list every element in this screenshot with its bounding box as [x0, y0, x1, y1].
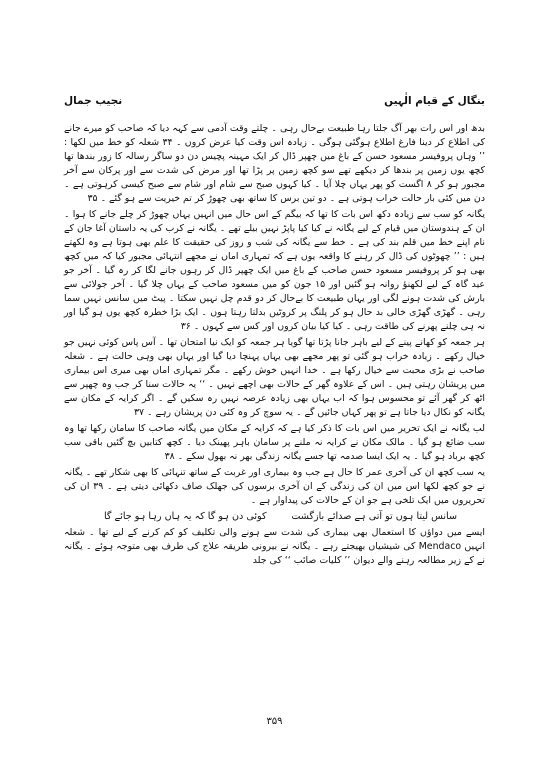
paragraph: یہ سب کچھ ان کی آخری عمر کا حال ہے جب وہ بیماری اور غربت کے ساتھ تنہائی کا بھی شکار تھے ۔ یگانہ نے جو کچھ لکھا اس میں ان کی زندگی کے ان آخری برسوں کی جھلک صاف دکھائی دیتی ہے ۔ ۳۹ ان کی تحریروں میں ایک تلخی ہے جو ان کے حالات کی پیداوار ہے ۔ — [64, 467, 486, 506]
latin-medicine-name: Mendaco — [418, 541, 462, 552]
verse-couplet — [64, 510, 485, 524]
paragraph: لب یگانہ نے ایک تحریر میں اس بات کا ذکر کیا ہے کہ کرایہ کے مکان میں یگانہ صاحب کا سامان رکھا تھا وہ سب ضائع ہو گیا ۔ مالک مکان نے کرایہ نہ ملنے پر سامان باہر پھینک دیا ۔ کچھ کتابیں بچ گئیں باقی سب کچھ برباد ہو گیا ۔ یہ ایک ایسا صدمہ تھا جسے یگانہ زندگی بھر نہ بھول سکے ۔ ۳۸ — [64, 423, 485, 462]
closing-paragraph — [64, 526, 485, 568]
closing-paragraph-end: کی شیشیاں بھیجتے رہے ۔ یگانہ نے بیرونی طریقہ علاج کی طرف بھی متوجہ ہوئے ۔ یگانہ نے کے زیر مطالعہ رہنے والے دیوان ’’ کلیات صائب ‘‘ کی جلد — [64, 541, 485, 566]
closing-paragraph-start: ایسے میں دواؤں کا استعمال بھی بیماری کی شدت سے ہونے والی تکلیف کو کم کرنے کے لیے تھا ۔ شعلہ انہیں — [64, 527, 486, 552]
author-name: نجیب جمال — [64, 95, 123, 107]
paragraph: یگانہ کو سب سے زیادہ دکھ اس بات کا تھا کہ بیگم کے اس حال میں انہیں یہاں چھوڑ کر چلے جانے کا ہوا ۔ ان کے ہندوستان میں قیام کے لیے یگانہ نے کیا کیا پاپڑ نہیں بیلے تھے ۔ یگانہ نے کرب کی یہ داستان آغا جان کے نام اپنے خط میں قلم بند کی ہے ۔ خط سے یگانہ کی شب و روز کی حقیقت کا علم بھی ہوتا ہے وہ لکھتے ہیں : ’’ چھوٹوں کی ڈال کر رہنے کا واقعہ یوں ہے کہ تمہاری اماں نے مجھے انتہائی مجبور کیا کہ میں کچھ بھی ہو کر پروفیسر مسعود حسن صاحب کے باغ میں ایک چھپر ڈال کر رہوں جانے لگا کر رہ گیا ۔ آخر جو عید گاہ کے لیے لکھنؤ روانہ ہو گئیں اور ۱۵ جون کو میں مسعود صاحب کے یہاں چلا گیا ۔ آخر جولائی سے بارش کی شدت ہونے لگی اور یہاں طبیعت کا بےحال کر دو قدم چل نہیں سکتا ۔ پیٹ میں سانس نہیں سما رہی ۔ گھڑی گھڑی خالی بد حال ہو کر پلنگ پر کروٹیں بدلتا رہتا ہوں ۔ ایک بڑا خطرہ کچھ یوں ہو گیا اور نہ ہی چلنے پھرنے کی طاقت رہی ۔ کیا کیا بیان کروں اور کس سے کہوں ۔ ۳۶ — [64, 209, 485, 332]
running-header — [64, 93, 485, 109]
page-number: ۳۵۹ — [266, 716, 283, 727]
verse-first-hemistich: سانس لیتا ہوں تو آتی ہے صدائے بازگشت — [291, 511, 457, 522]
body-text — [64, 122, 485, 568]
book-title: بنگال کے قیام الٰہیں — [384, 95, 485, 107]
paragraph: ہر جمعہ کو کھانے پینے کے لیے باہر جانا پڑتا تھا گویا ہر جمعہ کو ایک نیا امتحان تھا ۔ آس پاس کوئی نہیں جو خیال رکھے ۔ زیادہ خراب ہو گئی تو پھر مجھے بھی یہاں پہنچا دیا گیا اور یہاں بھی وہی حالت ہے ۔ شعلہ صاحب نے بڑی محبت سے خیال رکھا ہے ۔ خدا انہیں خوش رکھے ۔ مگر تمہاری اماں بھی میری اس بیماری میں پریشان رہتی ہیں ۔ اس کے علاوہ گھر کے حالات بھی اچھے نہیں ۔ ‘‘ یہ حالات سنا کر جب وہ چھپر سے اٹھ کر گھر آئے تو محسوس ہوا کہ اب یہاں بھی زیادہ عرصہ نہیں رہ سکیں گے ۔ اگر کرایہ کے مکان سے یگانہ کو نکال دیا جاتا ہے تو پھر کہاں جائیں گے ۔ یہ سوچ کر وہ کئی دن پریشان رہے ۔ ۳۷ — [64, 337, 485, 418]
verse-second-hemistich: کوئی دن ہو گا کہ یہ ہاں رہا ہو جائے گا — [104, 511, 267, 522]
paragraph: بدھ اور اس رات بھر آگ جلتا رہا طبیعت بےحال رہی ۔ چلتے وقت آدمی سے کہہ دیا کہ صاحب کو میرے جانے کی اطلاع کر دینا فارغ اطلاع ہوگئی ہوگی ۔ زیادہ اس وقت کیا عرض کروں ۔ ۳۴ شعلہ کو خط میں لکھا : ’’ وہاں پروفیسر مسعود حسن کے باغ میں چھپر ڈال کر ایک مہینہ پچیس دن دو ساگر رسالہ کا زور بندھا تھا کچھ یوں زمین پر بندھا کر دیکھے تھے سو کچھ زمین پر پڑا تھا اور مرض کی شدت سے اور پرکان سے آخر مجبور ہو کر ۸ اگست کو پھر یہاں چلا آیا ۔ کیا کہوں صبح سے شام اور شام سے صبح کیسی کرہوتی ہے ۔ دن میں کئی بار حالت خراب ہوتی ہے ۔ دو تین برس کا ساتھ بھی چھوڑ کر تم خیریت سے ہو گئے ۔ ۳۵ — [64, 123, 486, 204]
